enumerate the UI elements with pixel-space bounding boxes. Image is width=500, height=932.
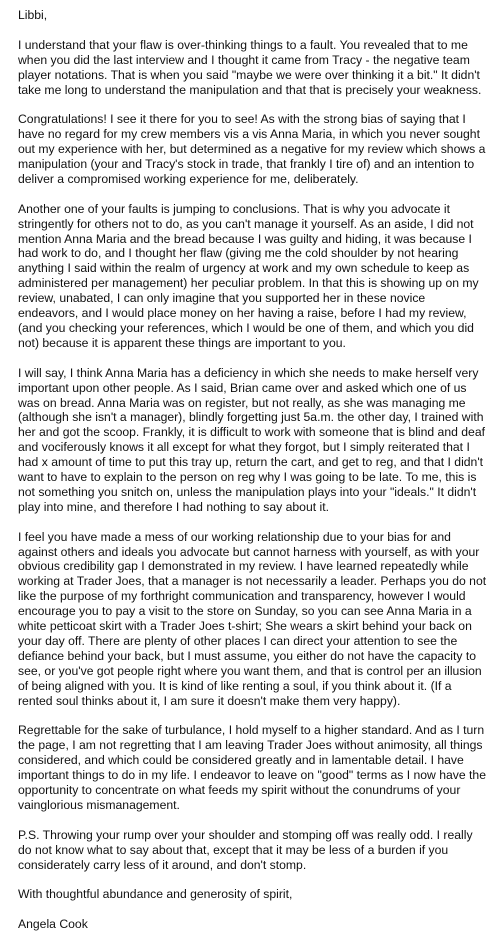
paragraph-postscript: P.S. Throwing your rump over your shoulder and stomping off was really odd. I really do not know what to say about that, except that it may be less of a burden if you considerately carry less of it around, and don't stomp. [18, 827, 473, 872]
paragraph-anna-maria-deficiency: I will say, I think Anna Maria has a deficiency in which she needs to make herself very important upon other people. As I said, Brian came over and asked which one of us was on bread. Anna Maria was on register, but not really, as she was managing me (although she isn't a manager), blindly forgetting just 5a.m. the other day, I trained with her and got the scoop. Frankly, it is difficult to work with someone that is blind and deaf and vociferously knows it all except for what they forgot, but I simply reiterated that I had x amount of time to put this tray up, return the cart, and get to reg, and that I didn't want to have to explain to the person on reg why I was going to be late. To me, this is not something you snitch on, unless the manipulation plays into your "ideals." It didn't play into mine, and therefore I had nothing to say about it. [18, 365, 485, 514]
signature: Angela Cook [18, 917, 88, 932]
paragraph-working-relationship: I feel you have made a mess of our working relationship due to your bias for and against others and ideals you advocate but cannot harness with yourself, as with your obvious credibility gap I demonstrated in my review. I have learned repeatedly while working at Trader Joes, that a manager is not necessarily a leader. Perhaps you do not like the purpose of my forthright communication and transparency, however I would encourage you to pay a visit to the store on Sunday, so you can see Anna Maria in a white petticoat skirt with a Trader Joes t-shirt; She wears a skirt behind your back on your day off. There are plenty of other places I can direct your attention to see the defiance behind your back, but I must assume, you either do not have the capacity to see, or you've got people right where you want them, and that is control per an illusion of being aligned with you. It is kind of like renting a soul, if you think about it. (If a rented soul thinks about it, I am sure it doesn't make them very happy). [18, 529, 487, 708]
salutation: Libbi, [18, 8, 48, 22]
paragraph-flaw-overthinking: I understand that your flaw is over-thinking things to a fault. You revealed that to me when you did the last interview and I thought it came from Tracy - the negative team player notations. That is when you said "maybe we were over thinking it a bit." It didn't take me long to understand the manipulation and that that is precisely your weakness. [18, 37, 482, 97]
paragraph-congratulations: Congratulations! I see it there for you to see! As with the strong bias of saying that I have no regard for my crew members vis a vis Anna Maria, in which you never sought out my experience with her, but determined as a negative for my review which shows a manipulation (your and Tracy's stock in trade, that frankly I tire of) and an intention to deliver a compromised working experience for me, deliberately. [18, 112, 486, 186]
closing-line: With thoughtful abundance and generosity of spirit, [18, 887, 293, 902]
paragraph-jumping-conclusions: Another one of your faults is jumping to conclusions. That is why you advocate it stringently for others not to do, as you can't manage it yourself. As an aside, I did not mention Anna Maria and the bread because I was guilty and hiding, it was because I had work to do, and I thought her flaw (giving me the cold shoulder by not hearing anything I said within the realm of urgency at work and my own schedule to keep as administered per management) her peculiar problem. In that this is showing up on my review, unabated, I can only imagine that you supported her in these novice endeavors, and I would place money on her having a raise, before I had my review, (and you checking your references, which I would be one of them, and which you did not) because it is apparent these things are important to you. [18, 201, 479, 350]
paragraph-regrettable: Regrettable for the sake of turbulance, I hold myself to a higher standard. And as I turn the page, I am not regretting that I am leaving Trader Joes without animosity, all things considered, and which could be considered greatly and in lamentable detail. I have important things to do in my life. I endeavor to leave on "good" terms as I now have the opportunity to concentrate on what feeds my spirit without the conundrums of your vainglorious mismanagement. [18, 723, 486, 812]
